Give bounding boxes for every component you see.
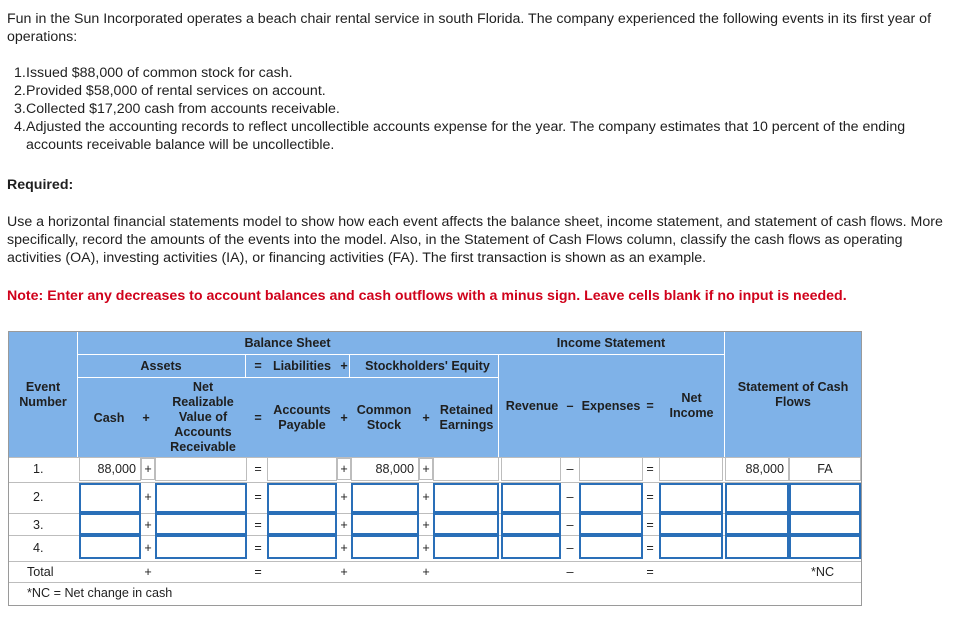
accounts-payable-input[interactable] <box>267 535 337 559</box>
revenue-cell <box>501 457 561 481</box>
cash-flow-amount-input[interactable] <box>725 513 789 535</box>
cash-cell: 88,000 <box>79 457 141 481</box>
liabilities-header: Liabilities <box>272 359 332 373</box>
nrv-header: Net Realizable Value of Accounts Receivable <box>170 380 236 454</box>
row-label: 2. <box>33 490 44 504</box>
net-income-input[interactable] <box>659 483 723 513</box>
revenue-input[interactable] <box>501 513 561 535</box>
expenses-header: Expenses <box>581 399 641 413</box>
row-label: 1. <box>33 462 44 476</box>
expenses-input[interactable] <box>579 513 643 535</box>
common-stock-input[interactable] <box>351 535 419 559</box>
cash-flows-header: Statement of Cash Flows <box>737 380 849 409</box>
revenue-input[interactable] <box>501 535 561 559</box>
cash-flow-class-input[interactable] <box>789 535 861 559</box>
expenses-cell <box>579 457 643 481</box>
cash-flow-class-cell: FA <box>789 457 861 481</box>
row-label: 3. <box>33 518 44 532</box>
required-heading: Required: <box>7 177 74 193</box>
list-item: 1. Issued $88,000 of common stock for cash. <box>14 65 293 81</box>
events-list <box>7 64 957 154</box>
common-stock-cell: 88,000 <box>351 457 419 481</box>
net-income-input[interactable] <box>659 535 723 559</box>
net-income-header: Net Income <box>669 391 714 420</box>
balance-sheet-header: Balance Sheet <box>244 336 331 350</box>
total-nc-label: *NC <box>811 565 835 579</box>
common-stock-header: Common Stock <box>356 403 412 432</box>
expenses-input[interactable] <box>579 483 643 513</box>
nrv-input[interactable] <box>155 513 247 535</box>
nrv-cell <box>155 457 247 481</box>
cash-flow-amount-input[interactable] <box>725 535 789 559</box>
cash-flow-amount-cell: 88,000 <box>725 457 789 481</box>
cash-flow-amount-input[interactable] <box>725 483 789 513</box>
total-label: Total <box>27 565 54 579</box>
retained-earnings-input[interactable] <box>433 513 499 535</box>
retained-earnings-input[interactable] <box>433 535 499 559</box>
stockholders-equity-header: Stockholders' Equity <box>365 359 490 373</box>
net-income-cell <box>659 457 723 481</box>
revenue-header: Revenue <box>505 399 559 413</box>
accounts-payable-input[interactable] <box>267 483 337 513</box>
accounts-payable-cell <box>267 457 337 481</box>
instructions-paragraph: Use a horizontal financial statements model to show how each event affects the balance sheet, income statement, and statement of cash flows. More specifically, record the amounts of the events into the model. Also, in the Statement of Cash Flows column, classify the cash flows as operating activities (OA), investing activities (IA), or financing activities (FA). The first transaction is shown as an example. <box>7 214 943 266</box>
footnote: *NC = Net change in cash <box>27 586 173 600</box>
retained-earnings-header: Retained Earnings <box>439 403 494 432</box>
cash-input[interactable] <box>79 483 141 513</box>
income-statement-header: Income Statement <box>556 336 666 350</box>
cash-flow-class-input[interactable] <box>789 513 861 535</box>
revenue-input[interactable] <box>501 483 561 513</box>
cash-input[interactable] <box>79 535 141 559</box>
nrv-input[interactable] <box>155 535 247 559</box>
assets-header: Assets <box>140 359 182 373</box>
common-stock-input[interactable] <box>351 483 419 513</box>
nrv-input[interactable] <box>155 483 247 513</box>
list-item: 4. Adjusted the accounting records to reflect uncollectible accounts expense for the year. The company estimates that 10 percent of the ending accounts receivable balance will be uncollectible. <box>14 119 906 153</box>
cash-header: Cash <box>93 411 125 425</box>
retained-earnings-input[interactable] <box>433 483 499 513</box>
accounts-payable-header: Accounts Payable <box>273 403 331 432</box>
cash-input[interactable] <box>79 513 141 535</box>
expenses-input[interactable] <box>579 535 643 559</box>
intro-paragraph: Fun in the Sun Incorporated operates a beach chair rental service in south Florida. The company experienced the following events in its first year of operations: <box>7 11 932 45</box>
financial-statements-model: Balance Sheet Income Statement Assets = Liabilities + Stockholders' Equity Event Number Cash + Net Realizable Value of Accounts Receivable = Accounts Payable + Common Stock + Retained Earnings Revenue – Expenses = Net Income Statement of Cash Flows 1. 88,000 + = + 88,000 + – = 88,000 FA 2. + = + + – = 3. + = + + – = 4. + = + + – = Total + = + + – = *NC *NC = Net change in cash <box>8 331 862 606</box>
common-stock-input[interactable] <box>351 513 419 535</box>
net-income-input[interactable] <box>659 513 723 535</box>
cash-flow-class-input[interactable] <box>789 483 861 513</box>
row-label: 4. <box>33 541 44 555</box>
accounts-payable-input[interactable] <box>267 513 337 535</box>
list-item: 2. Provided $58,000 of rental services on account. <box>14 83 326 99</box>
list-item: 3. Collected $17,200 cash from accounts receivable. <box>14 101 340 117</box>
retained-earnings-cell <box>433 457 499 481</box>
note-text: Note: Enter any decreases to account balances and cash outflows with a minus sign. Leave cells blank if no input is needed. <box>7 288 847 304</box>
event-number-header: Event Number <box>19 380 67 409</box>
